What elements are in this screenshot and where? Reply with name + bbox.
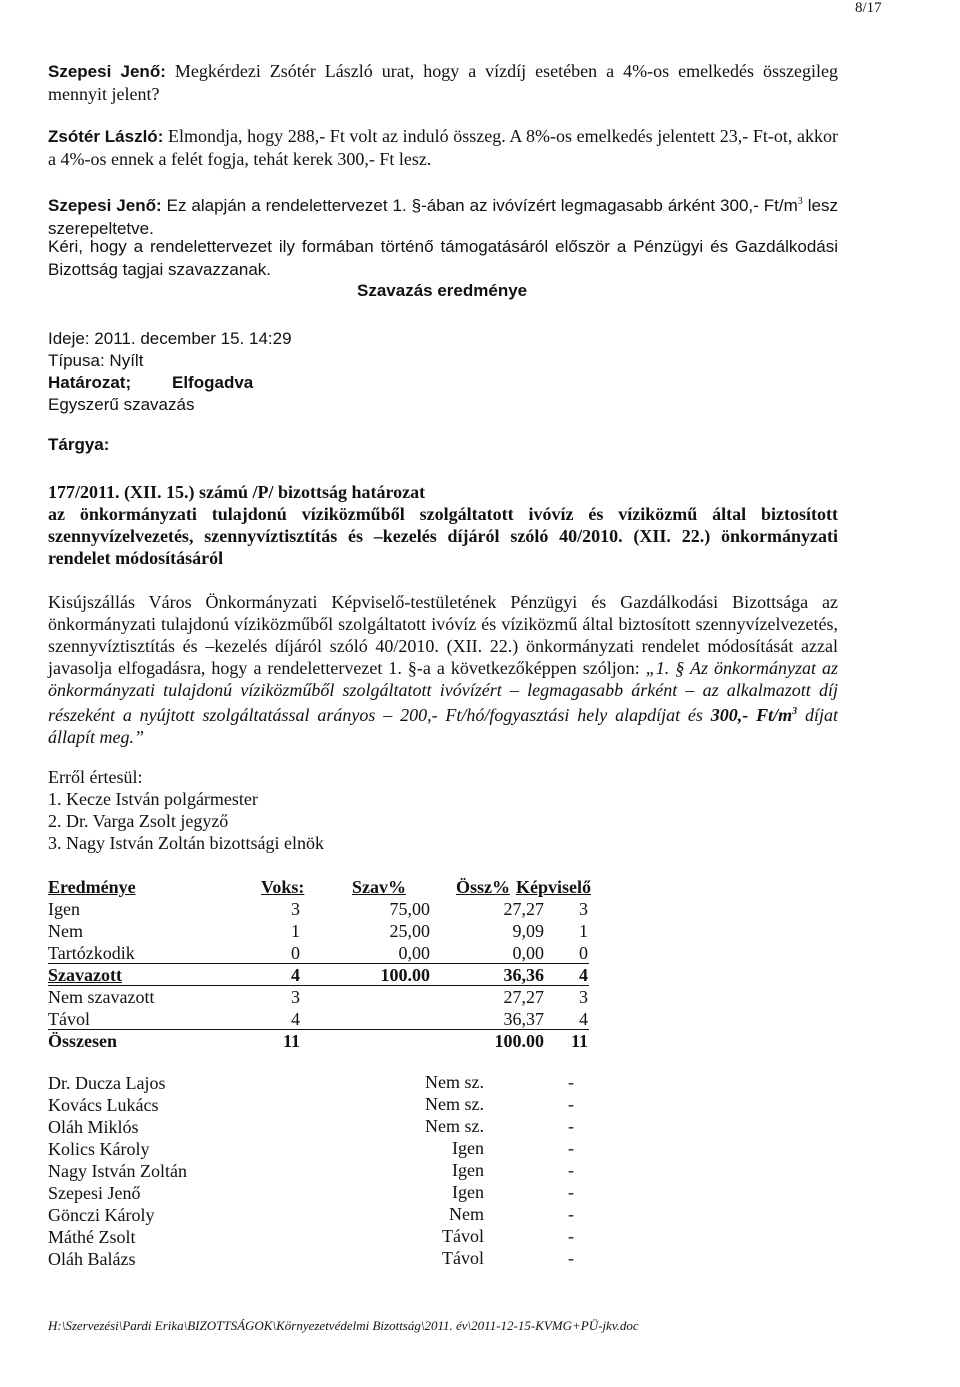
paragraph-text: Ez alapján a rendelettervezet 1. §-ában az ivóvízért legmagasabb árként 300,- Ft/m	[161, 196, 798, 215]
table-row-label: Nem	[48, 921, 83, 941]
quote-bold: 300,- Ft/m	[710, 705, 793, 725]
results-header-szav: Szav%	[352, 877, 406, 897]
vote-time: Ideje: 2011. december 15. 14:29	[48, 329, 292, 348]
member-extra: -	[568, 1182, 574, 1202]
member-vote: Nem sz.	[425, 1072, 484, 1092]
paragraph-text: lesz szerepeltetve.	[48, 196, 838, 238]
paragraph-1	[48, 60, 838, 105]
table-cell-ossz: 36,37	[503, 1009, 544, 1029]
results-header-voks: Voks:	[261, 877, 305, 897]
member-name: Oláh Balázs	[48, 1249, 136, 1269]
member-name: Gönczi Károly	[48, 1205, 155, 1225]
body-text: Kisújszállás Város Önkormányzati Képviselő-testületének Pénzügyi és Gazdálkodási Bizottsága az önkormányzati tulajdonú víziközműből szolgáltatott ivóvíz és víziközmű által biztosított szennyvízelvezetés, szennyvíztisztítás és –kezelés díjáról szóló 40/2010. (XII. 22.) önkormányzati rendelet módosítását azzal javasolja elfogadásra, hogy a rendelettervezet 1. §-a a következőképpen szóljon:	[48, 592, 838, 678]
table-cell-voks: 1	[291, 921, 300, 941]
member-vote: Igen	[452, 1138, 484, 1158]
member-extra: -	[568, 1138, 574, 1158]
member-extra: -	[568, 1094, 574, 1114]
member-name: Oláh Miklós	[48, 1117, 139, 1137]
superscript: 3	[797, 196, 803, 207]
table-row-label: Nem szavazott	[48, 987, 155, 1007]
notify-item: 3. Nagy István Zoltán bizottsági elnök	[48, 833, 324, 853]
paragraph-text: Elmondja, hogy 288,- Ft volt az induló összeg. A 8%-os emelkedés jelentett 23,- Ft-ot, akkor a 4%-os ennek a felét fogja, tehát kerek 300,- Ft lesz.	[48, 126, 838, 169]
table-cell-voks: 3	[291, 987, 300, 1007]
table-row-label: Távol	[48, 1009, 90, 1029]
table-cell-szav: 75,00	[389, 899, 430, 919]
file-path-footer: H:\Szervezési\Pardi Erika\BIZOTTSÁGOK\Környezetvédelmi Bizottság\2011. év\2011-12-15-KVMG+PÜ-jkv.doc	[48, 1318, 639, 1333]
paragraph-text: Kéri, hogy a rendelettervezet ily formában történő támogatásáról először a Pénzügyi és Gazdálkodási Bizottság tagjai szavazzanak.	[48, 237, 838, 279]
table-cell-szav: 25,00	[389, 921, 430, 941]
paragraph-text: Megkérdezi Zsótér László urat, hogy a vízdíj esetében a 4%-os emelkedés összegileg mennyit jelent?	[48, 61, 839, 104]
member-vote: Nem	[449, 1204, 484, 1224]
decision-value: Elfogadva	[172, 373, 254, 392]
results-header-label: Eredménye	[48, 877, 136, 897]
member-vote: Nem sz.	[425, 1094, 484, 1114]
quote-text: díjat állapít meg.”	[48, 705, 838, 747]
vote-type: Típusa: Nyílt	[48, 351, 144, 370]
member-name: Szepesi Jenő	[48, 1183, 141, 1203]
quote-text: „1. § Az önkormányzat az önkormányzati tulajdonú víziközműből szolgáltatott ivóvízért – legmagasabb árként – az alkalmazott díj részeként a nyújtott szolgáltatással arányos – 200,- Ft/hó/fogyasztási hely alapdíjat és	[48, 658, 838, 725]
table-cell-ossz: 27,27	[503, 899, 544, 919]
table-cell-kep: 4	[579, 965, 588, 985]
notify-item: 2. Dr. Varga Zsolt jegyző	[48, 811, 229, 831]
member-vote: Távol	[442, 1248, 484, 1268]
table-cell-ossz: 36,36	[503, 965, 544, 985]
quote-superscript: 3	[792, 706, 798, 717]
member-vote: Igen	[452, 1182, 484, 1202]
member-vote: Nem sz.	[425, 1116, 484, 1136]
table-row-label: Összesen	[48, 1031, 117, 1051]
table-cell-ossz: 100.00	[494, 1031, 544, 1051]
decision-label: Határozat;	[48, 373, 132, 392]
resolution-title: 177/2011. (XII. 15.) számú /P/ bizottság határozat	[48, 482, 426, 502]
member-name: Máthé Zsolt	[48, 1227, 136, 1247]
speaker-name: Zsótér László:	[48, 127, 164, 146]
vote-heading: Szavazás eredménye	[357, 281, 528, 300]
member-extra: -	[568, 1160, 574, 1180]
table-cell-kep: 3	[579, 899, 588, 919]
member-name: Kolics Károly	[48, 1139, 150, 1159]
results-header-ossz: Össz%	[456, 877, 510, 897]
resolution-body	[48, 591, 838, 748]
vote-mode: Egyszerű szavazás	[48, 395, 195, 414]
paragraph-4	[48, 235, 838, 281]
table-cell-ossz: 0,00	[512, 943, 544, 963]
table-cell-kep: 3	[579, 987, 588, 1007]
subject-label: Tárgya:	[48, 435, 110, 454]
table-cell-voks: 3	[291, 899, 300, 919]
table-cell-kep: 1	[579, 921, 588, 941]
results-header-kep: Képviselő	[516, 877, 591, 897]
table-cell-szav: 100.00	[380, 965, 430, 985]
speaker-name: Szepesi Jenő:	[48, 196, 162, 215]
table-cell-ossz: 9,09	[512, 921, 544, 941]
member-vote: Távol	[442, 1226, 484, 1246]
table-cell-kep: 11	[570, 1031, 588, 1051]
table-cell-kep: 0	[579, 943, 588, 963]
member-extra: -	[568, 1072, 574, 1092]
table-cell-voks: 11	[282, 1031, 300, 1051]
table-cell-voks: 4	[291, 1009, 300, 1029]
page-number: 8/17	[855, 0, 882, 16]
member-extra: -	[568, 1204, 574, 1224]
resolution-subtitle: az önkormányzati tulajdonú víziközműből szolgáltatott ivóvíz és víziközmű által biztosított szennyvízelvezetés, szennyvíztisztítás és –kezelés díjáról szóló 40/2010. (XII. 22.) önkormányzati rendelet módosításáról	[48, 504, 838, 568]
member-extra: -	[568, 1248, 574, 1268]
notify-label: Erről értesül:	[48, 767, 143, 787]
member-name: Nagy István Zoltán	[48, 1161, 187, 1181]
table-row-label: Szavazott	[48, 965, 122, 985]
member-name: Dr. Ducza Lajos	[48, 1073, 166, 1093]
member-vote: Igen	[452, 1160, 484, 1180]
member-extra: -	[568, 1116, 574, 1136]
speaker-name: Szepesi Jenő:	[48, 62, 166, 81]
member-extra: -	[568, 1226, 574, 1246]
paragraph-2	[48, 125, 838, 170]
paragraph-3	[48, 191, 838, 240]
table-cell-voks: 0	[291, 943, 300, 963]
table-row-label: Igen	[48, 899, 80, 919]
member-name: Kovács Lukács	[48, 1095, 159, 1115]
table-row-label: Tartózkodik	[48, 943, 135, 963]
notify-item: 1. Kecze István polgármester	[48, 789, 258, 809]
table-cell-szav: 0,00	[398, 943, 430, 963]
table-cell-kep: 4	[579, 1009, 588, 1029]
table-cell-ossz: 27,27	[503, 987, 544, 1007]
table-cell-voks: 4	[291, 965, 300, 985]
